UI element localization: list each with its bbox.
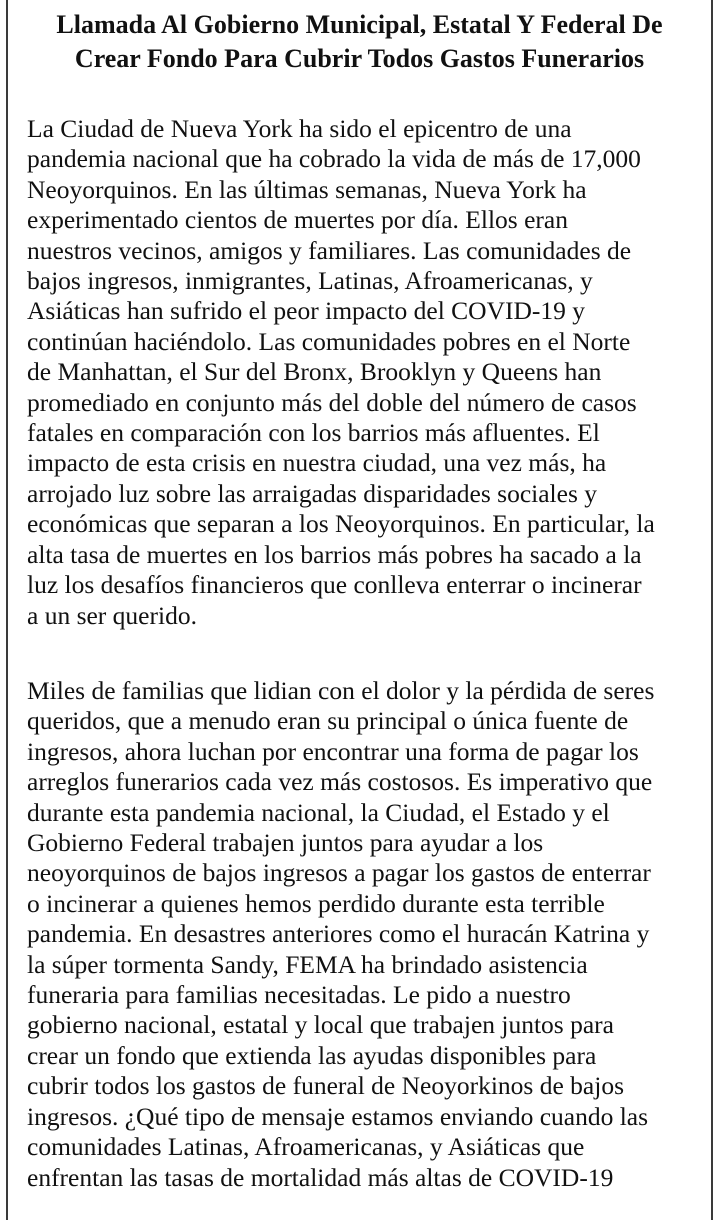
text-line: o incinerar a quienes hemos perdido durante esta terrible <box>27 888 605 918</box>
text-line: durante esta pandemia nacional, la Ciudad, el Estado y el <box>27 797 610 827</box>
text-line: experimentado cientos de muertes por día. Ellos eran <box>27 205 568 235</box>
text-line: Miles de familias que lidian con el dolor y la pérdida de seres <box>27 676 655 705</box>
text-line: La Ciudad de Nueva York ha sido el epicentro de una <box>27 114 572 143</box>
text-line: Neoyorquinos. En las últimas semanas, Nueva York ha <box>27 174 587 204</box>
text-line: promediado en conjunto más del doble del número de casos <box>27 387 637 417</box>
text-line: a un ser querido. <box>27 600 197 630</box>
title-line: Llamada Al Gobierno Municipal, Estatal Y Federal De <box>56 10 663 39</box>
text-line: queridos, que a menudo eran su principal o única fuente de <box>27 706 629 736</box>
text-line: funeraria para familias necesitadas. Le pido a nuestro <box>27 980 571 1010</box>
text-line: arreglos funerarios cada vez más costosos. Es imperativo que <box>27 767 653 797</box>
paragraph-2 <box>27 676 702 1193</box>
text-line: nuestros vecinos, amigos y familiares. Las comunidades de <box>27 235 632 265</box>
text-line: Asiáticas han sufrido el peor impacto del COVID-19 y <box>27 296 586 326</box>
text-line: arrojado luz sobre las arraigadas disparidades sociales y <box>27 478 597 508</box>
text-line: Gobierno Federal trabajen juntos para ayudar a los <box>27 828 544 858</box>
text-line: impacto de esta crisis en nuestra ciudad, una vez más, ha <box>27 448 607 478</box>
text-line: de Manhattan, el Sur del Bronx, Brooklyn y Queens han <box>27 357 602 387</box>
paragraph-1 <box>27 114 702 631</box>
text-line: fatales en comparación con los barrios más afluentes. El <box>27 418 600 448</box>
text-line: neoyorquinos de bajos ingresos a pagar los gastos de enterrar <box>27 858 651 888</box>
document-title <box>10 8 709 76</box>
text-line: ingresos. ¿Qué tipo de mensaje estamos enviando cuando las <box>27 1101 649 1131</box>
text-line: enfrentan las tasas de mortalidad más altas de COVID-19 <box>27 1162 614 1192</box>
text-line: pandemia. En desastres anteriores como el huracán Katrina y <box>27 919 650 949</box>
text-line: comunidades Latinas, Afroamericanas, y Asiáticas que <box>27 1132 585 1162</box>
text-line: ingresos, ahora luchan por encontrar una forma de pagar los <box>27 736 639 766</box>
text-line: bajos ingresos, inmigrantes, Latinas, Afroamericanas, y <box>27 266 593 296</box>
title-line: Crear Fondo Para Cubrir Todos Gastos Funerarios <box>74 44 645 73</box>
text-line: cubrir todos los gastos de funeral de Neoyorkinos de bajos <box>27 1071 624 1101</box>
text-line: gobierno nacional, estatal y local que trabajen juntos para <box>27 1010 614 1040</box>
text-line: pandemia nacional que ha cobrado la vida de más de 17,000 <box>27 144 641 174</box>
text-line: alta tasa de muertes en los barrios más pobres ha sacado a la <box>27 539 642 569</box>
text-line: continúan haciéndolo. Las comunidades pobres en el Norte <box>27 326 631 356</box>
text-line: económicas que separan a los Neoyorquinos. En particular, la <box>27 509 655 539</box>
text-line: crear un fondo que extienda las ayudas disponibles para <box>27 1040 597 1070</box>
text-line: la súper tormenta Sandy, FEMA ha brindado asistencia <box>27 949 588 979</box>
text-line: luz los desafíos financieros que conlleva enterrar o incinerar <box>27 570 642 600</box>
